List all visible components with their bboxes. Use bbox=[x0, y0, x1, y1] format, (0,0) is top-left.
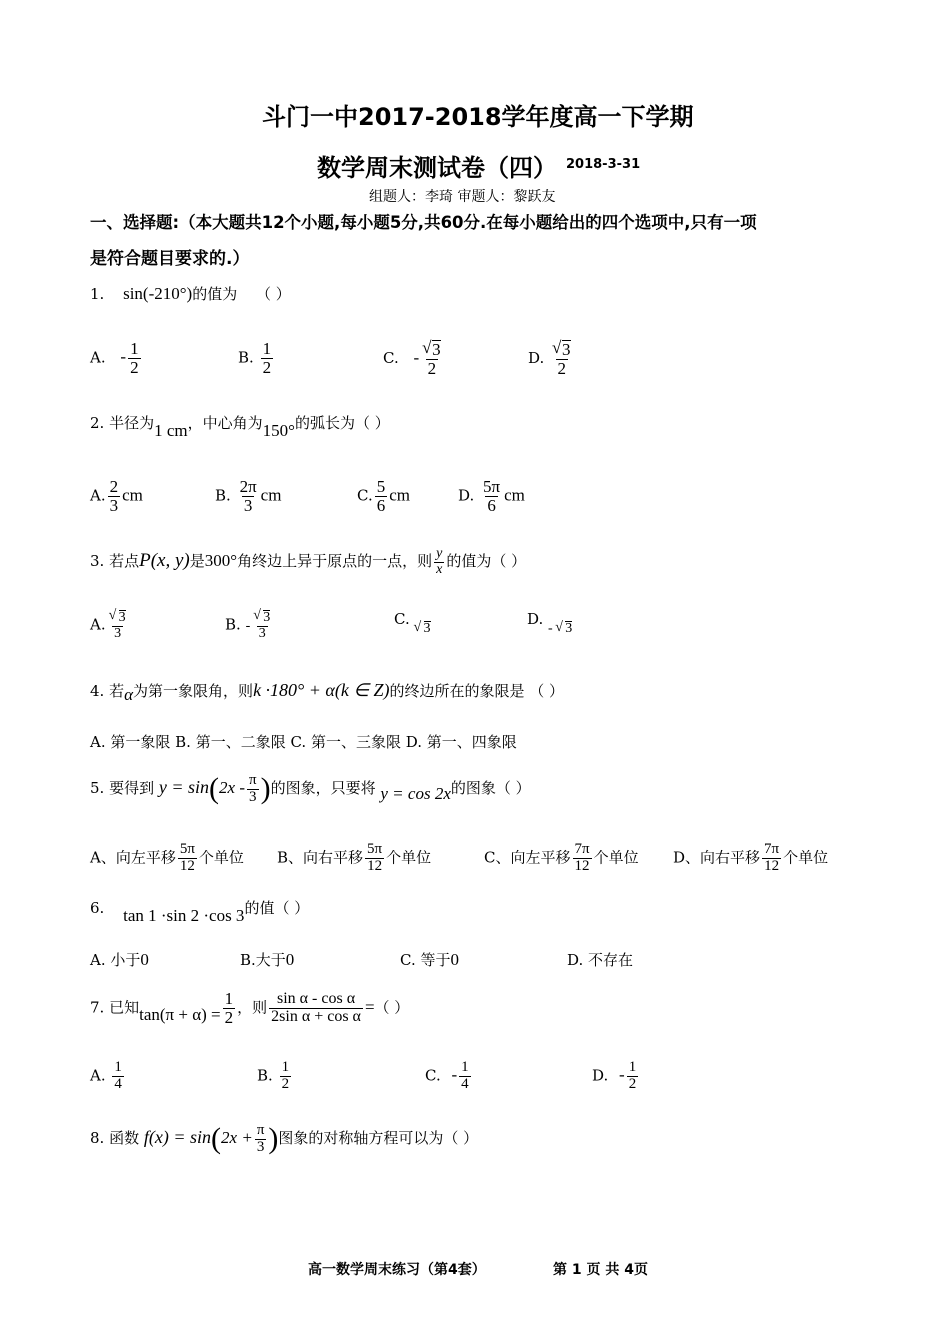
q5-option-c bbox=[484, 842, 639, 875]
question-text: 函数 bbox=[109, 1129, 140, 1147]
question-text: 的值（ ） bbox=[244, 899, 310, 917]
section-heading-line2: 是符合题目要求的.） bbox=[90, 249, 250, 269]
question-text: 的终边所在的象限是 （ ） bbox=[389, 682, 565, 700]
option-label: D. bbox=[528, 348, 545, 367]
question-text: 半径为 bbox=[109, 414, 155, 432]
q3-option-c bbox=[394, 610, 431, 636]
q2-option-c bbox=[357, 478, 410, 515]
question-number: 1. bbox=[90, 285, 105, 303]
q6-option-a: A. 小于0 bbox=[90, 950, 149, 969]
option-label: A、向左平移 bbox=[90, 848, 176, 867]
question-number: 8. bbox=[90, 1129, 105, 1147]
question-text: ，则 bbox=[237, 998, 268, 1017]
question-number: 4. bbox=[90, 682, 105, 700]
q2-option-a bbox=[90, 478, 143, 515]
option-label: A. bbox=[90, 1066, 106, 1085]
fraction: √ $\frac{3}{3}$ bbox=[108, 610, 128, 641]
q1-option-d bbox=[528, 340, 575, 378]
question-text: 图象的对称轴方程可以为（ ） bbox=[278, 1129, 479, 1147]
alpha-symbol: α bbox=[124, 685, 134, 704]
answer-paren: （ ） bbox=[256, 285, 291, 303]
unit-text: 个单位 bbox=[593, 848, 639, 867]
fraction: $\frac{2}{3}$ bbox=[109, 477, 119, 515]
question-text: 的图象（ ） bbox=[450, 779, 531, 797]
fraction: $\frac{1}{2}$ bbox=[224, 989, 234, 1027]
fraction: $\frac{\pi}{3}$ bbox=[249, 771, 257, 805]
option-label: A. bbox=[90, 348, 106, 367]
math-expression: tan 1 ·sin 2 ·cos 3 bbox=[123, 906, 245, 925]
fraction: $\frac{5\pi}{12}$ bbox=[367, 841, 383, 874]
question-3 bbox=[90, 547, 526, 577]
option-label: D. bbox=[592, 1066, 609, 1085]
q7-option-a bbox=[90, 1060, 126, 1093]
q1-option-b bbox=[238, 340, 275, 377]
fraction: √ $\frac{3}{2}$ bbox=[421, 340, 443, 378]
exam-title-line2: 数学周末测试卷（四） bbox=[317, 154, 557, 182]
question-text: 的值为（ ） bbox=[446, 552, 527, 571]
question-text: ，中心角为 bbox=[187, 414, 263, 432]
minus-sign: - bbox=[413, 347, 420, 367]
fraction: $\frac{1}{4}$ bbox=[114, 1059, 122, 1092]
option-label: C. bbox=[357, 486, 373, 505]
fraction: $\frac{y}{x}$ bbox=[436, 546, 443, 577]
q3-option-b bbox=[225, 610, 274, 641]
option-label: B、向右平移 bbox=[277, 848, 364, 867]
question-2 bbox=[90, 412, 390, 440]
math-expression: sin(-210°) bbox=[123, 284, 193, 303]
fraction: $\frac{2\pi}{3}$ bbox=[239, 477, 257, 515]
question-5 bbox=[90, 772, 531, 806]
fraction: √ $\frac{3}{2}$ bbox=[551, 340, 573, 378]
option-label: B.大于 bbox=[240, 951, 286, 969]
q1-option-a bbox=[90, 340, 143, 377]
option-label: D. bbox=[458, 486, 475, 505]
paren-left: ( bbox=[211, 1122, 222, 1155]
fraction: $\frac{1}{2}$ bbox=[262, 339, 272, 377]
exam-authors: 组题人：李琦 审题人：黎跃友 bbox=[369, 189, 556, 205]
option-label: B. bbox=[225, 615, 241, 634]
exam-date: 2018-3-31 bbox=[566, 157, 641, 172]
q6-option-c: C. 等于0 bbox=[400, 950, 459, 969]
footer-title: 高一数学周末练习（第4套） bbox=[308, 1262, 486, 1278]
question-6 bbox=[90, 897, 310, 925]
unit: cm bbox=[260, 485, 282, 505]
unit: cm bbox=[122, 485, 143, 505]
option-label: A. bbox=[90, 486, 106, 505]
q5-option-b bbox=[277, 842, 431, 875]
question-number: 6. bbox=[90, 899, 105, 917]
section-heading-line1: 一、选择题:（本大题共12个小题,每小题5分,共60分.在每小题给出的四个选项中,只有一项 bbox=[90, 213, 757, 232]
q6-option-b: B.大于0 bbox=[240, 950, 295, 969]
equals-sign: = bbox=[364, 997, 375, 1017]
math-expression: tan(π + α) = bbox=[139, 1005, 221, 1025]
q3-option-a bbox=[90, 610, 130, 641]
point-expression: P(x, y) bbox=[139, 550, 190, 572]
math-expression: y = cos 2x bbox=[380, 784, 451, 803]
q2-option-d bbox=[458, 478, 525, 515]
fraction: $\frac{1}{2}$ bbox=[628, 1059, 637, 1092]
option-label: B. bbox=[257, 1066, 273, 1085]
question-text: 是 bbox=[189, 552, 205, 571]
q5-option-a bbox=[90, 842, 244, 875]
fraction: $\frac{\text{sin α - cos α}}{\text{2sin α + cos α}}$ bbox=[271, 990, 361, 1025]
question-1 bbox=[90, 283, 291, 304]
minus-sign: - bbox=[451, 1065, 458, 1085]
inner-expression: 2x + bbox=[221, 1128, 253, 1147]
q7-option-b bbox=[257, 1060, 293, 1093]
math-expression: f(x) = sin bbox=[143, 1127, 212, 1147]
root-value: √ 3 bbox=[415, 621, 431, 636]
paren-left: ( bbox=[209, 772, 220, 805]
option-label: B. bbox=[238, 348, 254, 367]
q6-option-d: D. 不存在 bbox=[567, 951, 634, 969]
question-text: 若点 bbox=[109, 552, 140, 571]
question-text: 的图象，只要将 bbox=[270, 779, 376, 797]
option-label: C、向左平移 bbox=[484, 848, 571, 867]
fraction: $\frac{1}{4}$ bbox=[461, 1059, 469, 1092]
option-label: D. bbox=[527, 610, 544, 628]
fraction: $\frac{1}{2}$ bbox=[281, 1059, 290, 1092]
root-value: - √ 3 bbox=[548, 621, 572, 636]
unit-text: 个单位 bbox=[198, 848, 244, 867]
q1-option-c bbox=[383, 340, 445, 378]
unit-text: 个单位 bbox=[386, 848, 432, 867]
footer-page-number: 第 1 页 共 4页 bbox=[553, 1262, 648, 1278]
angle-value: 150° bbox=[262, 421, 295, 440]
option-label: A. 小于 bbox=[90, 951, 141, 969]
option-label: C. bbox=[394, 610, 410, 628]
inner-expression: 2x - bbox=[219, 778, 246, 797]
option-label: D、向右平移 bbox=[673, 848, 761, 867]
minus-sign: - bbox=[120, 347, 127, 367]
math-expression: k ·180° + α(k ∈ Z) bbox=[253, 680, 390, 700]
fraction: $\frac{7\pi}{12}$ bbox=[574, 841, 590, 874]
option-label: C. 等于 bbox=[400, 951, 451, 969]
q5-option-d bbox=[673, 842, 828, 875]
option-label: C. bbox=[425, 1066, 441, 1085]
question-text: 要得到 bbox=[109, 779, 155, 797]
fraction: √ $\frac{3}{3}$ bbox=[252, 610, 272, 641]
minus-sign: - bbox=[619, 1065, 625, 1085]
question-text: 若 bbox=[109, 682, 125, 700]
question-number: 7. bbox=[90, 998, 105, 1017]
answer-paren: （ ） bbox=[374, 998, 410, 1017]
unit-text: 个单位 bbox=[783, 848, 829, 867]
unit: cm bbox=[389, 485, 410, 505]
radius-value: 1 cm bbox=[154, 421, 188, 440]
question-text: 已知 bbox=[109, 998, 140, 1017]
exam-title-line1: 斗门一中2017-2018学年度高一下学期 bbox=[262, 103, 694, 131]
minus-sign: - bbox=[245, 618, 251, 634]
q4-options: A. 第一象限 B. 第一、二象限 C. 第一、三象限 D. 第一、四象限 bbox=[90, 733, 517, 751]
fraction: $\frac{\pi}{3}$ bbox=[256, 1121, 265, 1155]
option-label: C. bbox=[383, 348, 399, 367]
question-number: 5. bbox=[90, 779, 105, 797]
question-text: 为第一象限角，则 bbox=[133, 682, 254, 700]
q7-option-c bbox=[425, 1060, 473, 1093]
question-text: 的弧长为（ ） bbox=[294, 414, 390, 432]
option-label: B. bbox=[215, 486, 231, 505]
fraction: $\frac{5}{6}$ bbox=[376, 477, 386, 515]
paren-right: ) bbox=[268, 1122, 279, 1155]
question-text: 的值为 bbox=[192, 285, 238, 303]
fraction: $\frac{5\pi}{6}$ bbox=[483, 477, 501, 515]
q2-option-b bbox=[215, 478, 281, 515]
angle-value: 300° bbox=[204, 551, 238, 571]
question-text: 角终边上异于原点的一点，则 bbox=[237, 552, 433, 571]
fraction: $\frac{5\pi}{12}$ bbox=[179, 841, 195, 874]
q7-option-d bbox=[592, 1060, 640, 1093]
q3-option-d bbox=[527, 610, 573, 636]
question-8 bbox=[90, 1122, 478, 1156]
paren-right: ) bbox=[260, 772, 271, 805]
question-number: 3. bbox=[90, 552, 105, 571]
question-number: 2. bbox=[90, 414, 105, 432]
math-expression: y = sin bbox=[158, 777, 210, 797]
question-4 bbox=[90, 680, 565, 704]
fraction: $\frac{7\pi}{12}$ bbox=[764, 841, 780, 874]
option-label: A. bbox=[90, 615, 106, 634]
unit: cm bbox=[504, 485, 525, 505]
question-7 bbox=[90, 990, 409, 1027]
fraction: $\frac{1}{2}$ bbox=[130, 339, 139, 377]
